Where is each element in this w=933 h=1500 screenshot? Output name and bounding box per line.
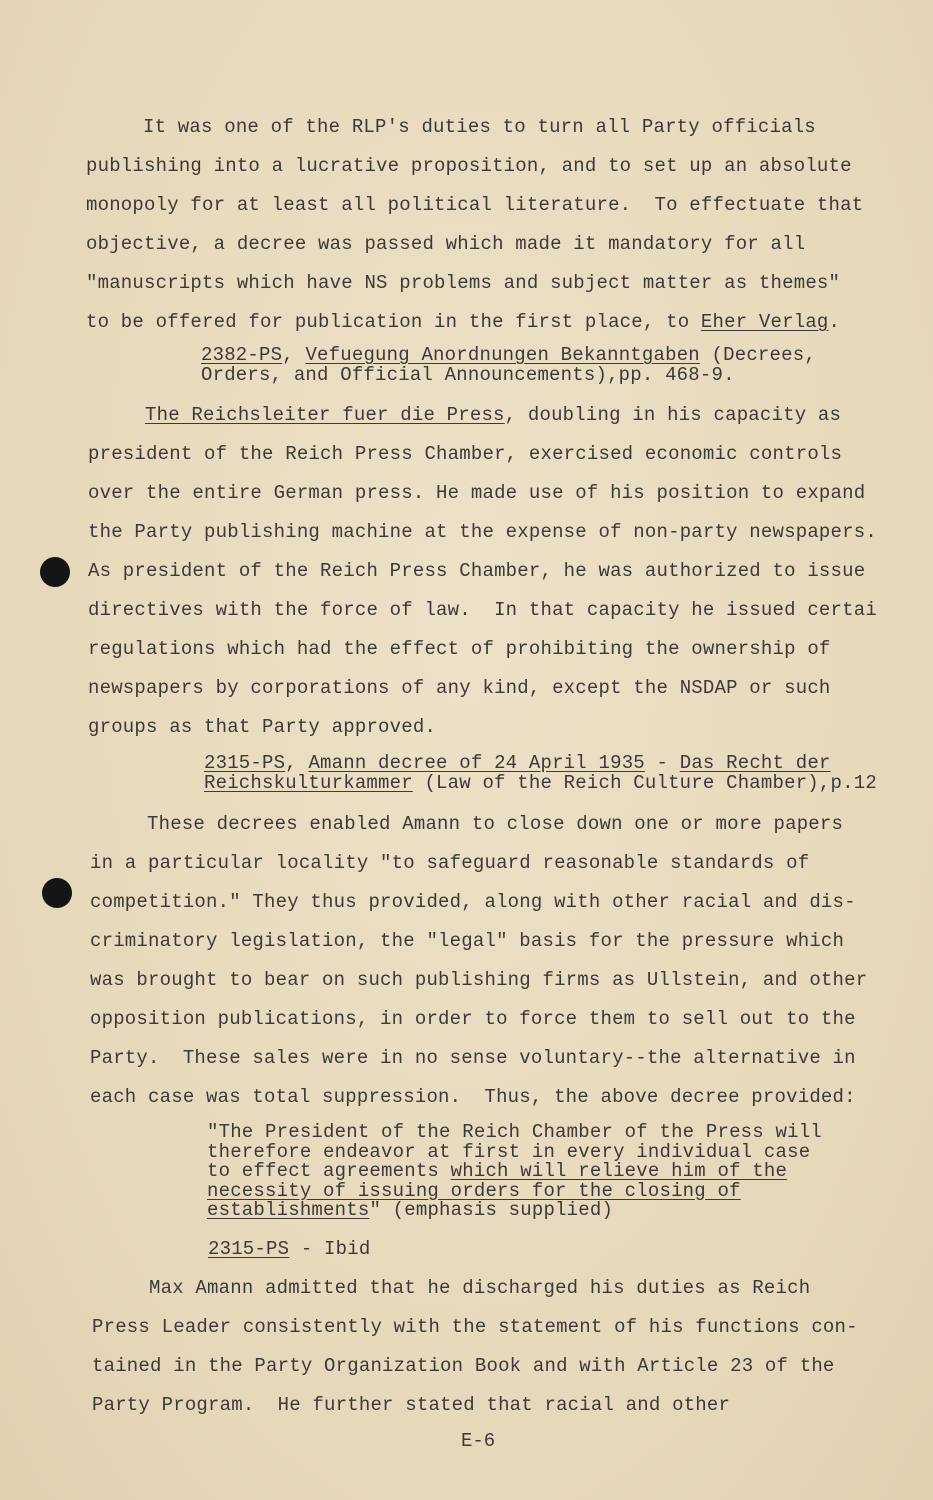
punch-hole — [42, 878, 72, 908]
text-line: the Party publishing machine at the expense of non-party newspapers. — [88, 521, 877, 543]
text-line: regulations which had the effect of prohibiting the ownership of — [88, 638, 831, 660]
text-line: Max Amann admitted that he discharged his duties as Reich — [149, 1277, 811, 1299]
text-line: Press Leader consistently with the statement of his functions con- — [92, 1316, 858, 1338]
text-segment: to effect agreements — [207, 1160, 451, 1182]
page-number: E-6 — [461, 1430, 496, 1452]
underlined-text: Das Recht der — [679, 752, 831, 774]
paragraph-reichsleiter-press — [88, 396, 877, 747]
text-line: Party. These sales were in no sense voluntary--the alternative in — [90, 1047, 856, 1069]
paragraph-rlp-duties — [86, 108, 863, 342]
underlined-text: which will relieve him of the — [450, 1160, 788, 1182]
text-line: "The President of the Reich Chamber of the Press will — [207, 1121, 822, 1143]
text-segment: " (emphasis supplied) — [369, 1199, 614, 1221]
paragraph-decrees — [90, 805, 867, 1117]
text-segment: - Ibid — [289, 1238, 371, 1260]
text-line: These decrees enabled Amann to close down one or more papers — [147, 813, 844, 835]
text-line — [86, 303, 863, 342]
punch-hole — [40, 557, 70, 587]
text-line: It was one of the RLP's duties to turn all Party officials — [143, 116, 816, 138]
text-line — [88, 396, 877, 435]
text-line: each case was total suppression. Thus, the above decree provided: — [90, 1086, 856, 1108]
citation-ibid — [208, 1240, 370, 1260]
citation-2315-ps — [204, 754, 877, 793]
text-line — [204, 771, 877, 794]
text-line: Orders, and Official Announcements),pp. 468-9. — [201, 363, 735, 386]
text-line: Party Program. He further stated that racial and other — [92, 1394, 731, 1416]
paragraph-max-amann — [92, 1269, 858, 1425]
text-segment: , doubling in his capacity as — [504, 404, 842, 426]
text-line: in a particular locality "to safeguard reasonable standards of — [90, 852, 810, 874]
text-line: criminatory legislation, the "legal" basis for the pressure which — [90, 930, 845, 952]
text-line — [207, 1201, 822, 1221]
text-segment: , — [285, 752, 309, 774]
underlined-text: Eher Verlag — [700, 311, 829, 333]
text-line — [208, 1240, 370, 1260]
text-segment: (Law of the Reich Culture Chamber),p.12 — [412, 771, 877, 794]
underlined-text: 2315-PS — [204, 752, 286, 774]
underlined-text: 2315-PS — [208, 1238, 290, 1260]
text-segment: . — [828, 311, 841, 333]
text-line: As president of the Reich Press Chamber, he was authorized to issue — [88, 560, 866, 582]
block-quote — [207, 1123, 822, 1221]
text-line: tained in the Party Organization Book and with Article 23 of the — [92, 1355, 835, 1377]
text-line: over the entire German press. He made use of his position to expand — [88, 482, 866, 504]
text-line: therefore endeavor at first in every individual case — [207, 1140, 811, 1163]
citation-2382-ps — [201, 346, 816, 385]
text-line: president of the Reich Press Chamber, exercised economic controls — [88, 443, 843, 465]
text-line: was brought to bear on such publishing firms as Ullstein, and other — [90, 969, 868, 991]
underlined-text: 2382-PS — [201, 344, 283, 366]
text-line: objective, a decree was passed which made it mandatory for all — [86, 233, 806, 255]
text-segment: (Decrees, — [699, 344, 816, 366]
text-line: newspapers by corporations of any kind, except the NSDAP or such — [88, 677, 831, 699]
text-segment: to be offered for publication in the first place, to — [86, 311, 701, 333]
text-line: competition." They thus provided, along with other racial and dis- — [90, 891, 856, 913]
text-line: directives with the force of law. In that capacity he issued certai — [88, 599, 877, 621]
underlined-text: Reichskulturkammer — [204, 771, 413, 794]
text-line: publishing into a lucrative proposition, and to set up an absolute — [86, 155, 852, 177]
underlined-text: Vefuegung Anordnungen Bekanntgaben — [305, 344, 700, 366]
text-line: monopoly for at least all political literature. To effectuate that — [86, 194, 864, 216]
text-line: groups as that Party approved. — [88, 716, 437, 738]
underlined-text: Amann decree of 24 April 1935 — [308, 752, 645, 774]
underlined-text: establishments — [207, 1199, 370, 1221]
text-line: opposition publications, in order to force them to sell out to the — [90, 1008, 856, 1030]
text-segment: , — [282, 344, 306, 366]
text-line — [201, 346, 816, 366]
underlined-text: necessity of issuing orders for the closing of — [207, 1179, 741, 1202]
text-line: "manuscripts which have NS problems and subject matter as themes" — [86, 272, 841, 294]
text-segment: - — [644, 752, 680, 774]
underlined-text: The Reichsleiter fuer die Press — [145, 404, 505, 426]
